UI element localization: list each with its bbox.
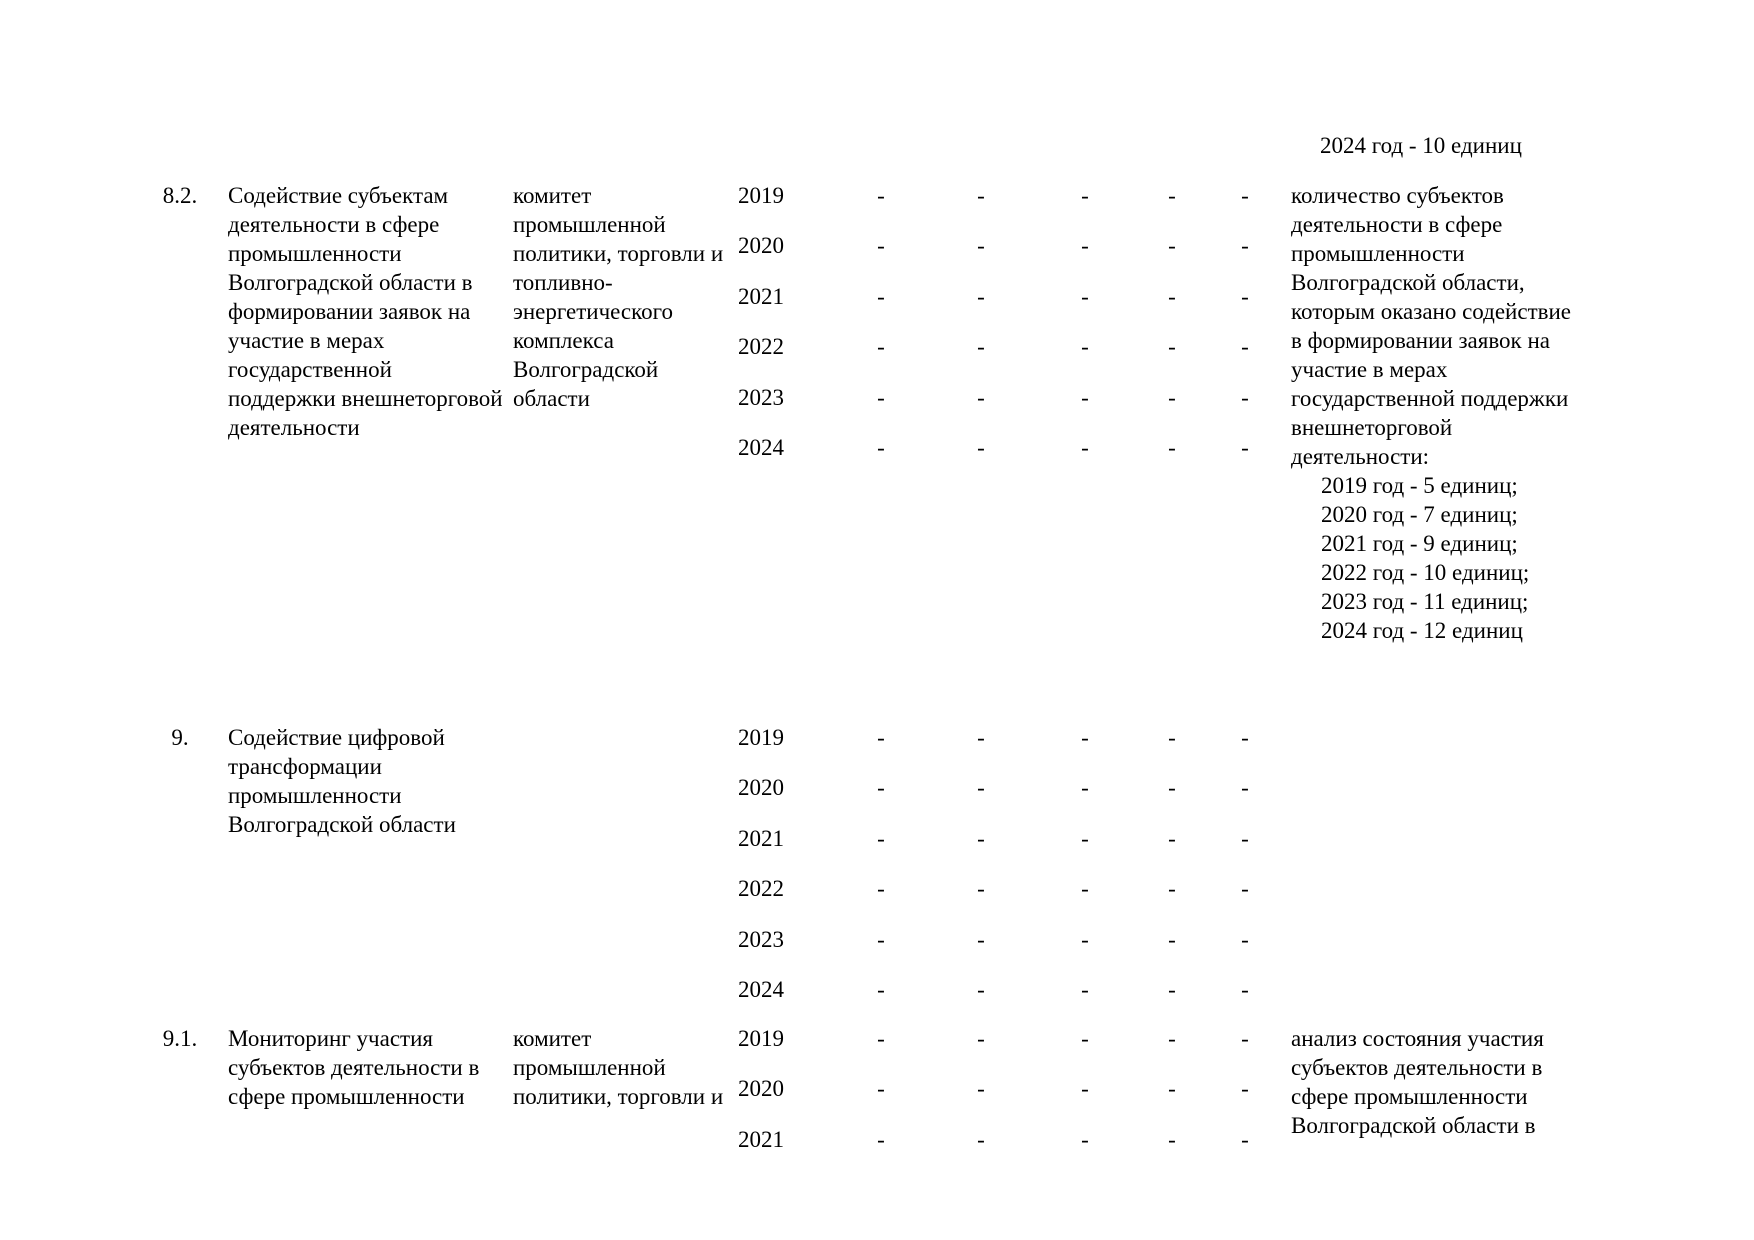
year-row bbox=[738, 332, 1258, 382]
year: 2023 bbox=[738, 384, 784, 410]
value-cell: - bbox=[1241, 283, 1249, 309]
year: 2020 bbox=[738, 1076, 784, 1102]
year: 2022 bbox=[738, 334, 784, 360]
result-text: анализ состояния участия субъектов деятельности в сфере промышленности Волгоградской области в bbox=[1291, 1026, 1544, 1138]
value-cell: - bbox=[977, 233, 985, 259]
result-breakdown bbox=[1291, 471, 1581, 645]
value-cell: - bbox=[1081, 384, 1089, 410]
year-values bbox=[738, 181, 1258, 483]
result-line: 2019 год - 5 единиц; bbox=[1321, 473, 1518, 498]
value-cell: - bbox=[1241, 926, 1249, 952]
result-line: 2024 год - 12 единиц bbox=[1321, 618, 1523, 643]
value-cell: - bbox=[1168, 1126, 1176, 1152]
value-cell: - bbox=[977, 283, 985, 309]
year-row bbox=[738, 282, 1258, 332]
value-cell: - bbox=[1241, 725, 1249, 750]
value-cell: - bbox=[1168, 283, 1176, 309]
activity-name: Мониторинг участия субъектов деятельности в сфере промышленности bbox=[228, 1026, 480, 1109]
value-cell: - bbox=[1241, 976, 1249, 1002]
executor: комитет промышленной политики, торговли и топливно-энергетического комплекса Волгоградской области bbox=[513, 183, 724, 411]
value-cell: - bbox=[977, 1126, 985, 1152]
value-cell: - bbox=[1081, 1076, 1089, 1102]
value-cell: - bbox=[1081, 334, 1089, 360]
value-cell: - bbox=[977, 1026, 985, 1051]
value-cell: - bbox=[1168, 1026, 1176, 1051]
value-cell: - bbox=[877, 233, 885, 259]
value-cell: - bbox=[877, 434, 885, 460]
year-row bbox=[738, 1074, 1258, 1124]
year: 2024 bbox=[738, 434, 784, 460]
previous-row-continuation: 2024 год - 10 единиц bbox=[1320, 133, 1522, 158]
year: 2021 bbox=[738, 1126, 784, 1152]
value-cell: - bbox=[1241, 334, 1249, 360]
year: 2024 bbox=[738, 976, 784, 1002]
value-cell: - bbox=[977, 183, 985, 208]
value-cell: - bbox=[1081, 876, 1089, 902]
value-cell: - bbox=[1241, 384, 1249, 410]
value-cell: - bbox=[1081, 434, 1089, 460]
value-cell: - bbox=[1241, 434, 1249, 460]
expected-result bbox=[1291, 1024, 1581, 1140]
year: 2021 bbox=[738, 825, 784, 851]
row-number: 9. bbox=[171, 725, 189, 750]
year-row bbox=[738, 874, 1258, 924]
value-cell: - bbox=[877, 976, 885, 1002]
year: 2022 bbox=[738, 876, 784, 902]
expected-result bbox=[1291, 181, 1581, 645]
value-cell: - bbox=[977, 384, 985, 410]
value-cell: - bbox=[1168, 384, 1176, 410]
value-cell: - bbox=[877, 825, 885, 851]
value-cell: - bbox=[877, 775, 885, 801]
value-cell: - bbox=[1168, 976, 1176, 1002]
value-cell: - bbox=[877, 384, 885, 410]
year: 2019 bbox=[738, 725, 784, 750]
value-cell: - bbox=[977, 976, 985, 1002]
result-line: 2020 год - 7 единиц; bbox=[1321, 502, 1518, 527]
value-cell: - bbox=[1241, 183, 1249, 208]
value-cell: - bbox=[1081, 1126, 1089, 1152]
result-text: количество субъектов деятельности в сфере промышленности Волгоградской области, которым оказано содействие в формировании заявок на участие в мерах государственной поддержки внешнеторговой деятельности: bbox=[1291, 183, 1571, 469]
row-number: 8.2. bbox=[162, 183, 198, 208]
value-cell: - bbox=[1168, 926, 1176, 952]
year-row bbox=[738, 975, 1258, 1025]
year: 2020 bbox=[738, 775, 784, 801]
value-cell: - bbox=[1168, 233, 1176, 259]
year-row bbox=[738, 1125, 1258, 1175]
value-cell: - bbox=[1081, 1026, 1089, 1051]
result-line: 2022 год - 10 единиц; bbox=[1321, 560, 1530, 585]
value-cell: - bbox=[877, 283, 885, 309]
value-cell: - bbox=[977, 876, 985, 902]
year-values bbox=[738, 1024, 1258, 1175]
row-number: 9.1. bbox=[162, 1026, 198, 1051]
value-cell: - bbox=[1081, 976, 1089, 1002]
value-cell: - bbox=[1168, 334, 1176, 360]
value-cell: - bbox=[877, 183, 885, 208]
value-cell: - bbox=[877, 334, 885, 360]
value-cell: - bbox=[1081, 825, 1089, 851]
value-cell: - bbox=[1081, 283, 1089, 309]
value-cell: - bbox=[1241, 825, 1249, 851]
value-cell: - bbox=[977, 434, 985, 460]
value-cell: - bbox=[1241, 1026, 1249, 1051]
value-cell: - bbox=[1241, 233, 1249, 259]
value-cell: - bbox=[1241, 1126, 1249, 1152]
value-cell: - bbox=[1241, 876, 1249, 902]
year-row bbox=[738, 1024, 1258, 1074]
value-cell: - bbox=[1168, 725, 1176, 750]
value-cell: - bbox=[877, 1126, 885, 1152]
value-cell: - bbox=[877, 926, 885, 952]
year-row bbox=[738, 723, 1258, 773]
year: 2019 bbox=[738, 183, 784, 208]
value-cell: - bbox=[977, 775, 985, 801]
year-row bbox=[738, 383, 1258, 433]
value-cell: - bbox=[977, 1076, 985, 1102]
value-cell: - bbox=[1081, 775, 1089, 801]
value-cell: - bbox=[977, 725, 985, 750]
result-line: 2023 год - 11 единиц; bbox=[1321, 589, 1529, 614]
value-cell: - bbox=[877, 725, 885, 750]
value-cell: - bbox=[1168, 876, 1176, 902]
value-cell: - bbox=[1168, 775, 1176, 801]
value-cell: - bbox=[877, 1026, 885, 1051]
value-cell: - bbox=[1081, 183, 1089, 208]
value-cell: - bbox=[977, 926, 985, 952]
value-cell: - bbox=[877, 1076, 885, 1102]
executor: комитет промышленной политики, торговли и bbox=[513, 1026, 724, 1109]
value-cell: - bbox=[977, 825, 985, 851]
year-values bbox=[738, 723, 1258, 1025]
year: 2020 bbox=[738, 233, 784, 259]
value-cell: - bbox=[1168, 825, 1176, 851]
value-cell: - bbox=[1081, 233, 1089, 259]
value-cell: - bbox=[1168, 183, 1176, 208]
value-cell: - bbox=[1241, 775, 1249, 801]
value-cell: - bbox=[1168, 434, 1176, 460]
value-cell: - bbox=[977, 334, 985, 360]
activity-name: Содействие субъектам деятельности в сфере промышленности Волгоградской области в формировании заявок на участие в мерах государственной поддержки внешнеторговой деятельности bbox=[228, 183, 503, 440]
value-cell: - bbox=[1168, 1076, 1176, 1102]
year-row bbox=[738, 181, 1258, 231]
value-cell: - bbox=[1081, 725, 1089, 750]
value-cell: - bbox=[877, 876, 885, 902]
result-line: 2021 год - 9 единиц; bbox=[1321, 531, 1518, 556]
year-row bbox=[738, 773, 1258, 823]
year: 2021 bbox=[738, 283, 784, 309]
year: 2019 bbox=[738, 1026, 784, 1051]
year-row bbox=[738, 925, 1258, 975]
year-row bbox=[738, 824, 1258, 874]
value-cell: - bbox=[1241, 1076, 1249, 1102]
value-cell: - bbox=[1081, 926, 1089, 952]
year-row bbox=[738, 433, 1258, 483]
year-row bbox=[738, 231, 1258, 281]
activity-name: Содействие цифровой трансформации промышленности Волгоградской области bbox=[228, 725, 456, 837]
year: 2023 bbox=[738, 926, 784, 952]
